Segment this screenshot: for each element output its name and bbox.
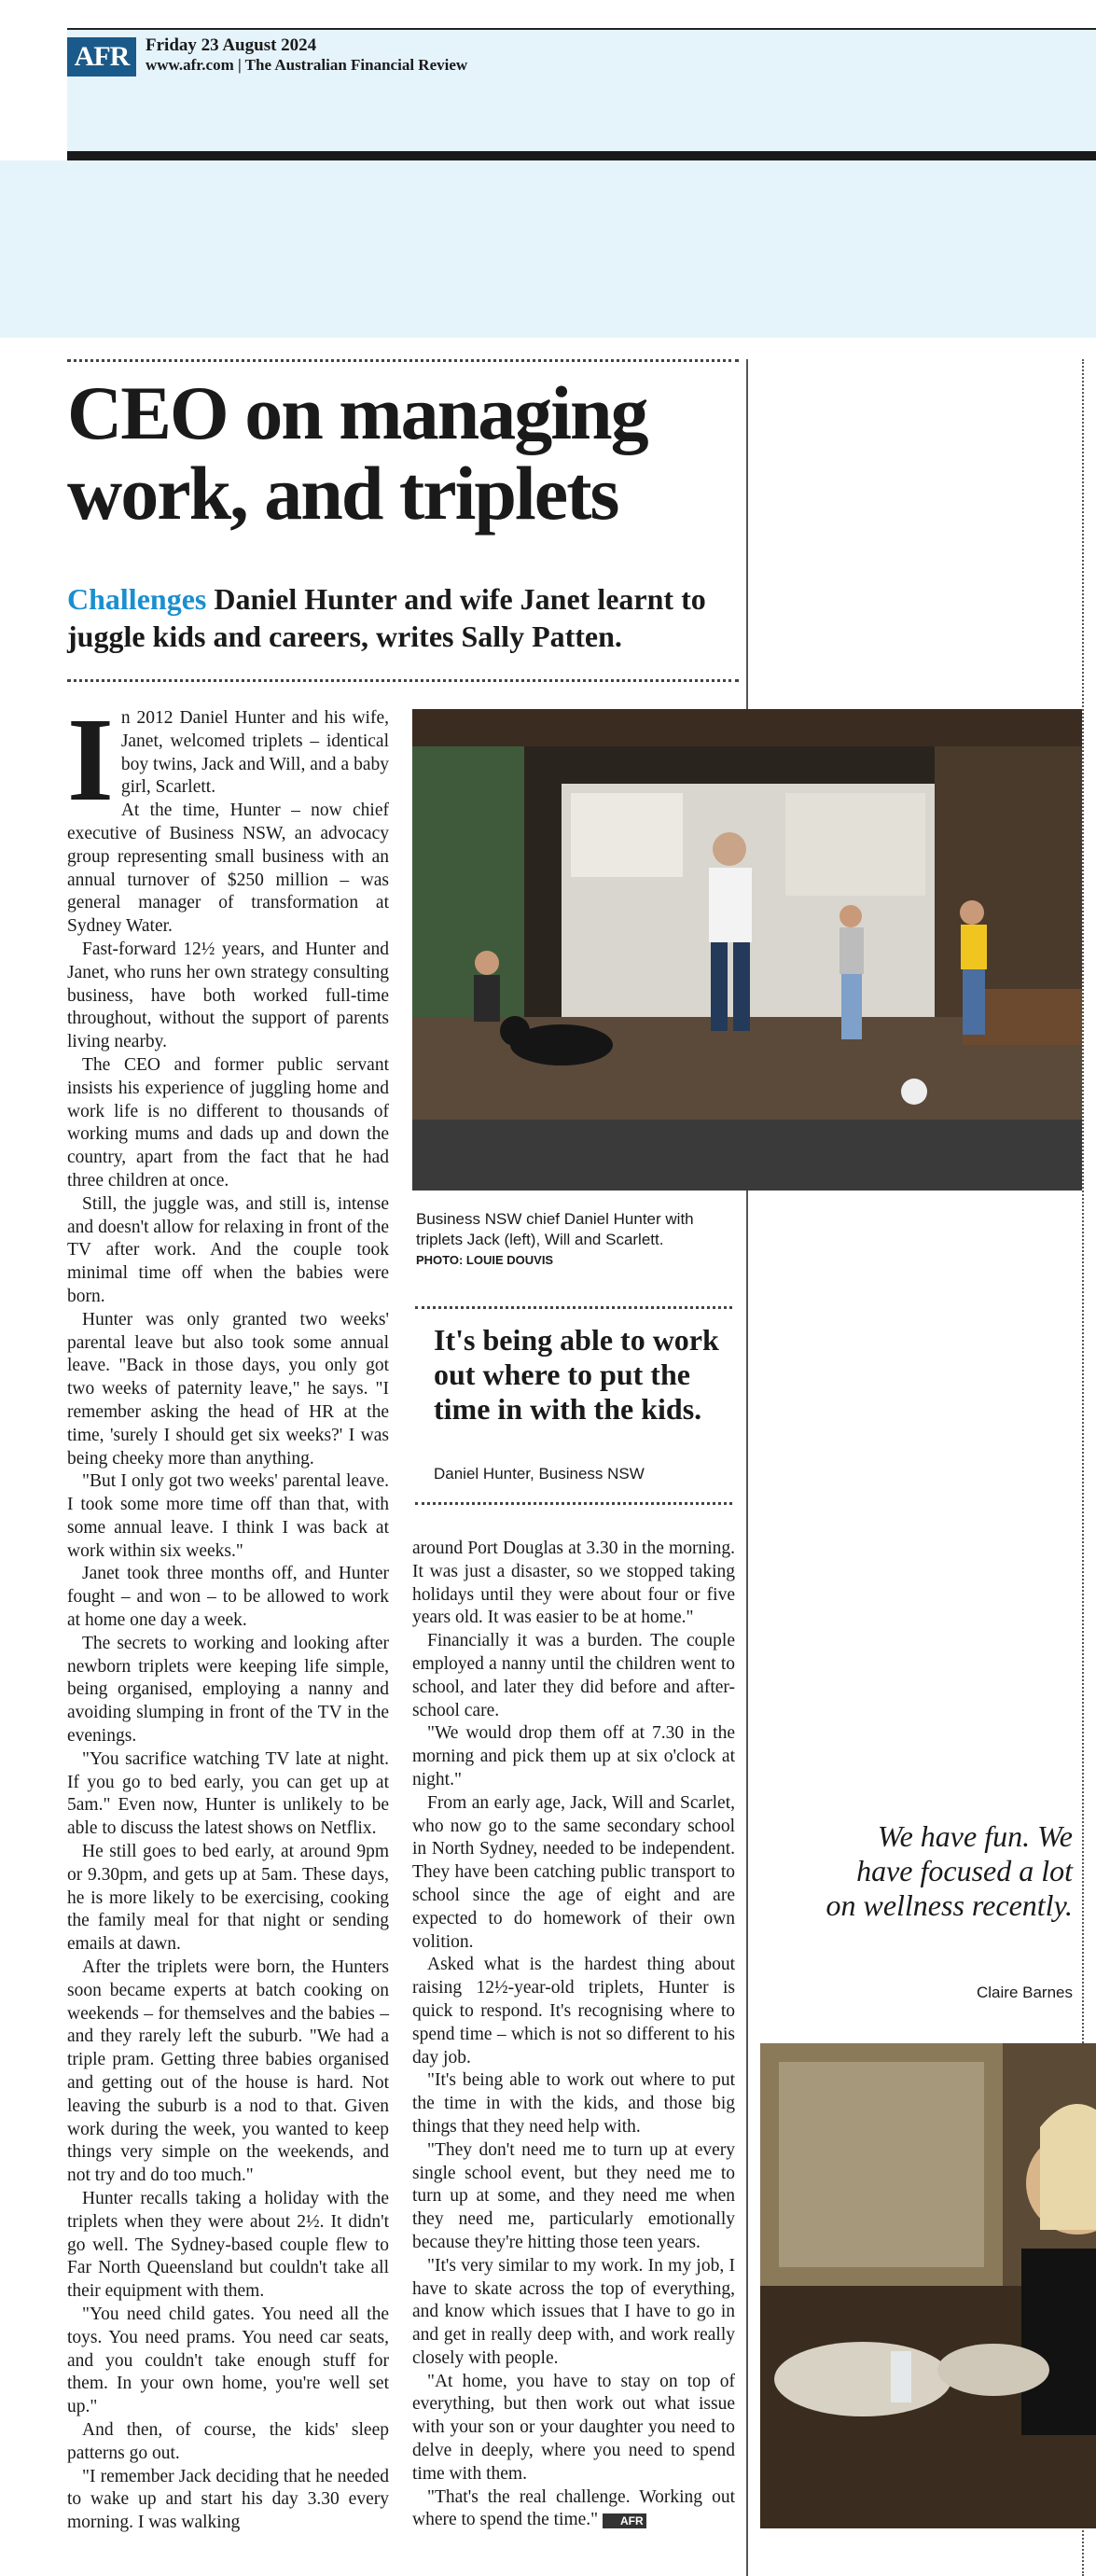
paragraph: "They don't need me to turn up at every single school event, but they need me to turn up at some, and they need me when they need me, particularly emotionally because they're hitting those teen years. <box>412 2139 735 2252</box>
paragraph: The CEO and former public servant insists his experience of juggling home and work life is no different to thousands of working mums and dads up and down the country, apart from the fact that he had three children at once. <box>67 1054 389 1191</box>
paragraph: He still goes to bed early, at around 9pm or 9.30pm, and gets up at 5am. These days, he is more likely to be exercising, cooking the family meal for that night or sending emails at dawn. <box>67 1842 389 1955</box>
afr-logo: AFR <box>67 37 136 77</box>
caption-text: Business NSW chief Daniel Hunter with triplets Jack (left), Will and Scarlett. <box>416 1210 694 1248</box>
drop-cap: I <box>67 693 114 826</box>
paragraph: "It's being able to work out where to put the time in with the kids, and those big things that they need help with. <box>412 2070 735 2137</box>
paragraph: Asked what is the hardest thing about raising 12½-year-old triplets, Hunter is quick to respond. It's recognising where to spend time – which is not so different to his day job. <box>412 1955 735 2068</box>
paragraph: "I remember Jack deciding that he needed to wake up and start his day 3.30 every morning. I was walking <box>67 2466 389 2533</box>
ad-band <box>0 160 1096 338</box>
paragraph: Fast-forward 12½ years, and Hunter and Janet, who runs her own strategy consulting business, have both worked full-time throughout, without the support of parents living nearby. <box>67 939 389 1052</box>
pullquote-rule <box>415 1306 732 1309</box>
pullquote: It's being able to work out where to put the time in with the kids. <box>434 1323 719 1426</box>
paragraph: Janet took three months off, and Hunter fought – and won – to be allowed to work at home one day a week. <box>67 1564 389 1631</box>
headline <box>67 370 739 536</box>
paragraph: Still, the juggle was, and still is, intense and doesn't allow for relaxing in front of the TV after work. And the couple took minimal time off when the babies were born. <box>67 1193 389 1306</box>
paragraph: "At home, you have to stay on top of everything, but then work out what issue with your son or your daughter you need to delve in deeply, where you need to spend time with them. <box>412 2371 735 2484</box>
adjacent-photo <box>760 2043 1096 2528</box>
standfirst-rule <box>67 679 739 682</box>
standfirst <box>67 580 739 655</box>
paragraph <box>412 2486 735 2533</box>
adjacent-photo-illustration <box>760 2043 1096 2528</box>
paragraph: From an early age, Jack, Will and Scarlet, who now go to the same secondary school in North Sydney, needed to be independent. They have been catching public transport to school since the age of eight and are expected to do homework of their own volition. <box>412 1792 735 1952</box>
pullquote-secondary: We have fun. We have focused a lot on wellness recently. <box>825 1819 1073 1922</box>
article-column-right <box>412 1538 735 2532</box>
paragraph: n 2012 Daniel Hunter and his wife, Janet, welcomed triplets – identical boy twins, Jack and Will, and a baby girl, Scarlett. <box>120 708 389 798</box>
column-divider <box>746 359 748 2576</box>
article-column-left <box>67 693 389 2535</box>
kicker: Challenges <box>67 582 207 616</box>
paragraph-text: "That's the real challenge. Working out where to spend the time." <box>412 2486 735 2530</box>
site-url: www.afr.com | The Australian Financial Review <box>146 56 468 74</box>
pullquote-attribution: Daniel Hunter, Business NSW <box>434 1465 645 1483</box>
family-photo <box>412 709 1082 1191</box>
top-dotted-rule <box>67 359 739 362</box>
standfirst-text: Daniel Hunter and wife Janet learnt to juggle kids and careers, writes Sally Patten. <box>67 582 706 653</box>
masthead-rule <box>67 151 1096 160</box>
paragraph: And then, of course, the kids' sleep patterns go out. <box>67 2419 389 2463</box>
family-photo-illustration <box>412 709 1082 1191</box>
paragraph: Hunter recalls taking a holiday with the triplets when they were about 2½. It didn't go well. The Sydney-based couple flew to Far North Queensland but couldn't take all their equipment with them. <box>67 2189 389 2302</box>
photo-caption <box>416 1209 742 1271</box>
paragraph: "We would drop them off at 7.30 in the morning and pick them up at six o'clock at night." <box>412 1723 735 1789</box>
paragraph: The secrets to working and looking after newborn triplets were keeping life simple, being organised, employing a nanny and avoiding slumping in front of the TV in the evenings. <box>67 1633 389 1747</box>
paragraph: "You need child gates. You need all the toys. You need prams. You need car seats, and you couldn't take enough stuff for them. In your own home, you're well set up." <box>67 2304 389 2417</box>
paragraph: "It's very similar to my work. In my job, I have to skate across the top of everything, and know which issues that I have to go in and get in really deep with, and work really closely with people. <box>412 2255 735 2368</box>
paragraph: At the time, Hunter – now chief executive of Business NSW, an advocacy group representing small business with an annual turnover of $250 million – was general manager of transformation at Sydney Water. <box>67 801 389 937</box>
end-mark: AFR <box>603 2513 646 2528</box>
photo-credit: PHOTO: LOUIE DOUVIS <box>416 1253 554 1267</box>
paragraph: After the triplets were born, the Hunters soon became experts at batch cooking on weekends – for themselves and the babies – and they rarely left the suburb. "We had a triple pram. Getting three babies organised and getting out of the house is hard. Not leaving the suburb is a nod to that. Given work during the week, you wanted to keep things very simple on the weekends, and not try and do too much." <box>67 1957 389 2186</box>
pullquote-secondary-attribution: Claire Barnes <box>977 1984 1073 2001</box>
paragraph: Financially it was a burden. The couple employed a nanny until the children went to school, and later they did before and after-school care. <box>412 1631 735 1720</box>
pullquote-rule-bottom <box>415 1502 732 1505</box>
paragraph: "But I only got two weeks' parental leave. I took some more time off than that, with some annual leave. I think I was back at work within six weeks." <box>67 1471 389 1561</box>
paragraph: Hunter was only granted two weeks' parental leave but also took some annual leave. "Back in those days, you only got two weeks of paternity leave," he says. "I remember asking the head of HR at the time, 'surely I should get six weeks?' I was being cheeky more than anything. <box>67 1309 389 1469</box>
headline-line-1: CEO on managing <box>67 370 647 455</box>
paragraph: "You sacrifice watching TV late at night. If you go to bed early, you can get up at 5am." Even now, Hunter is unlikely to be able to discuss the latest shows on Netflix. <box>67 1748 389 1839</box>
headline-line-2: work, and triplets <box>67 451 618 536</box>
issue-date: Friday 23 August 2024 <box>146 35 317 55</box>
paragraph: around Port Douglas at 3.30 in the morning. It was just a disaster, so we stopped taking holidays until they were about four or five years old. It was easier to be at home." <box>412 1539 735 1628</box>
